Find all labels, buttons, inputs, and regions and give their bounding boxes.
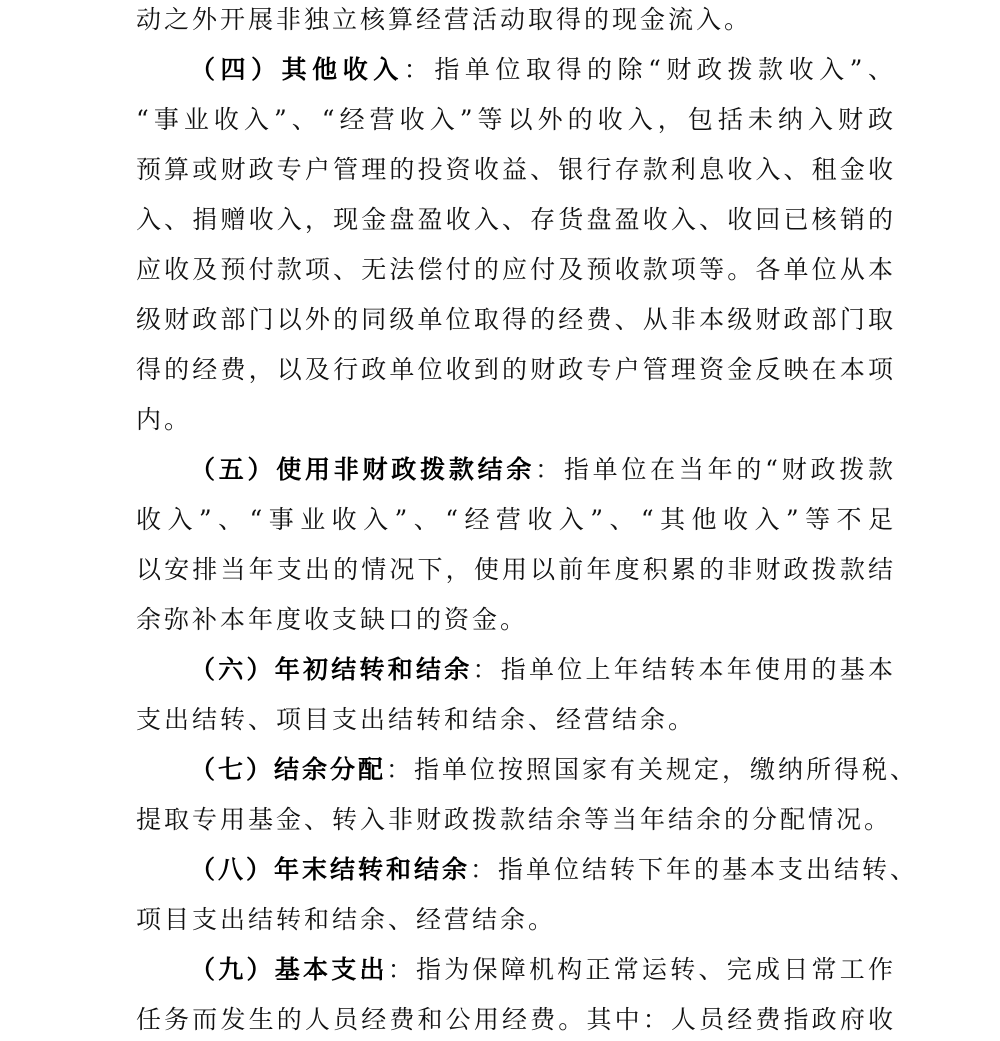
section-heading-line	[190, 450, 896, 490]
line-text: 预算或财政专户管理的投资收益、银行存款利息收入、租金收	[136, 155, 896, 184]
paragraph-line	[136, 600, 896, 640]
line-text: ：指单位取得的除“财政拨款收入”、	[403, 55, 896, 84]
section-heading-line	[190, 850, 919, 890]
section-heading: （九）基本支出	[190, 955, 388, 984]
line-text: “事业收入”、“经营收入”等以外的收入，包括未纳入财政	[136, 105, 896, 134]
line-text: 支出结转、项目支出结转和结余、经营结余。	[136, 705, 697, 734]
line-text: 动之外开展非独立核算经营活动取得的现金流入。	[136, 5, 753, 34]
section-heading-line	[190, 50, 896, 90]
line-text: 项目支出结转和结余、经营结余。	[136, 905, 557, 934]
paragraph-line	[136, 900, 896, 940]
section-heading: （四）其他收入	[190, 55, 404, 84]
line-text: 内。	[136, 405, 193, 434]
line-text: ：指单位结转下年的基本支出结转、	[470, 855, 919, 884]
section-heading: （八）年末结转和结余	[190, 855, 471, 884]
line-text: 入、捐赠收入，现金盘盈收入、存货盘盈收入、收回已核销的	[136, 205, 896, 234]
line-text: ：指为保障机构正常运转、完成日常工作	[387, 955, 896, 984]
paragraph-line	[136, 1000, 896, 1040]
section-heading-line	[190, 950, 896, 990]
line-text: 任务而发生的人员经费和公用经费。其中：人员经费指政府收	[136, 1005, 896, 1034]
section-heading: （五）使用非财政拨款结余	[190, 455, 536, 484]
line-text: 级财政部门以外的同级单位取得的经费、从非本级财政部门取	[136, 305, 896, 334]
line-text: 应收及预付款项、无法偿付的应付及预收款项等。各单位从本	[136, 255, 896, 284]
paragraph-line	[136, 300, 896, 340]
line-text: ：指单位上年结转本年使用的基本	[472, 655, 896, 684]
section-heading-line	[190, 650, 896, 690]
paragraph-line	[136, 100, 896, 140]
section-heading: （六）年初结转和结余	[190, 655, 473, 684]
paragraph-line	[136, 350, 896, 390]
paragraph-line	[136, 400, 896, 440]
line-text: ：指单位按照国家有关规定，缴纳所得税、	[386, 755, 919, 784]
line-text: 收入”、“事业收入”、“经营收入”、“其他收入”等不足	[136, 505, 896, 534]
line-text: 得的经费，以及行政单位收到的财政专户管理资金反映在本项	[136, 355, 896, 384]
paragraph-line	[136, 250, 896, 290]
line-text: 提取专用基金、转入非财政拨款结余等当年结余的分配情况。	[136, 805, 893, 834]
paragraph-line	[136, 550, 896, 590]
paragraph-line	[136, 500, 896, 540]
section-heading: （七）结余分配	[190, 755, 387, 784]
paragraph-line	[136, 700, 896, 740]
line-text: 余弥补本年度收支缺口的资金。	[136, 605, 529, 634]
line-text: 以安排当年支出的情况下，使用以前年度积累的非财政拨款结	[136, 555, 896, 584]
line-text: ：指单位在当年的“财政拨款	[535, 455, 896, 484]
paragraph-line	[136, 200, 896, 240]
paragraph-line	[136, 800, 896, 840]
paragraph-line	[136, 150, 896, 190]
paragraph-line	[136, 0, 896, 40]
section-heading-line	[190, 750, 919, 790]
